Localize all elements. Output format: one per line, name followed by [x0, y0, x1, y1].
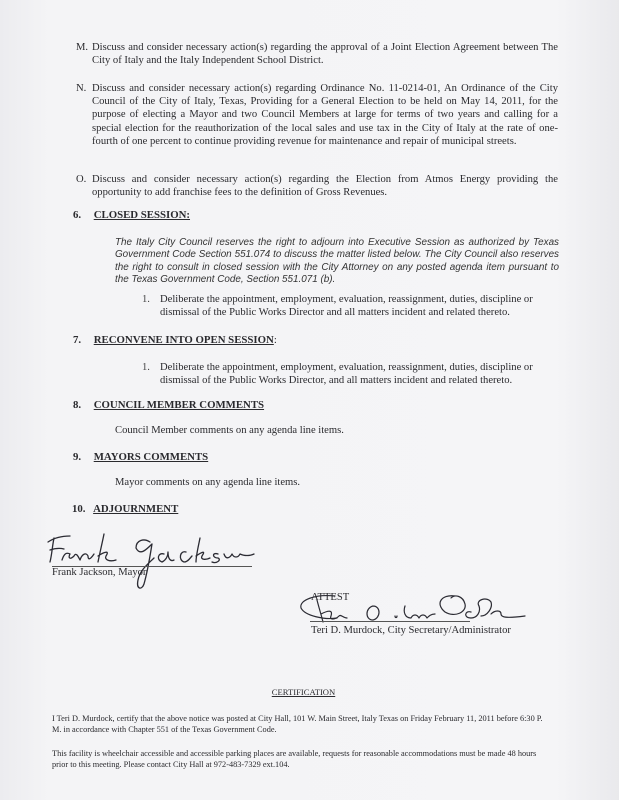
section-number: 9.	[73, 451, 82, 463]
closed-session-item	[142, 293, 562, 319]
item-text: Discuss and consider necessary action(s) regarding the Election from Atmos Energy providing the opportunity to add franchise fees to the definition of Gross Revenues.	[92, 174, 558, 199]
item-text: Deliberate the appointment, employment, evaluation, reassignment, duties, discipline or dismissal of the Public Works Director and all matters incident and related thereto.	[160, 294, 533, 319]
agenda-item-o	[68, 173, 558, 199]
section-closed-session-heading	[73, 209, 190, 221]
item-number: 1.	[142, 294, 150, 305]
accessibility-notice: This facility is wheelchair accessible and accessible parking places are available, requests for reasonable accommodations must be made 48 hours prior to this meeting. Please contact City Hall at 972-483-7329 ext.104.	[52, 749, 537, 769]
mayor-signature-scribble	[40, 530, 270, 590]
item-text: Deliberate the appointment, employment, evaluation, reassignment, duties, discipline or dismissal of the Public Works Director, and all matters incident and related thereto.	[160, 362, 533, 387]
section-title: COUNCIL MEMBER COMMENTS	[93, 399, 265, 411]
section-number: 7.	[73, 334, 82, 346]
certification-title: CERTIFICATION	[271, 687, 336, 697]
section-title: RECONVENE INTO OPEN SESSION	[93, 334, 274, 346]
section-title: ADJOURNMENT	[93, 503, 179, 515]
attest-signature-caption: Teri D. Murdock, City Secretary/Administrator	[311, 625, 511, 636]
agenda-item-n	[68, 82, 558, 148]
item-letter: N.	[76, 83, 87, 94]
section-adjournment-heading	[72, 503, 178, 515]
item-letter: M.	[76, 42, 89, 53]
mayors-comments-text: Mayor comments on any agenda line items.	[115, 477, 301, 488]
certification-statement: I Teri D. Murdock, certify that the above notice was posted at City Hall, 101 W. Main Street, Italy Texas on Friday February 11, 2011 before 6:30 P. M. in accordance with Chapter 551 of the Texas Government Code.	[52, 714, 543, 734]
section-number: 6.	[73, 209, 82, 221]
item-text: Discuss and consider necessary action(s) regarding Ordinance No. 11-0214-01, An Ordinance of the City Council of the City of Italy, Texas, Providing for a General Election to be held on May 14, 2011, for the purpose of electing a Mayor and two Council Members at large for terms of two years and calling for a special election for the reauthorization of the local sales and use tax in the City of Italy at the rate of one-fourth of one percent to continue providing revenue for maintenance and repair of municipal streets.	[92, 83, 558, 147]
section-mayors-comments-heading	[73, 451, 208, 463]
mayor-signature-caption: Frank Jackson, Mayor	[52, 567, 147, 578]
reconvene-item	[142, 361, 562, 387]
section-title: MAYORS COMMENTS	[93, 451, 209, 463]
section-title: CLOSED SESSION:	[93, 209, 191, 221]
section-number: 8.	[73, 399, 82, 411]
closed-session-note: The Italy City Council reserves the right to adjourn into Executive Session as authorized by Texas Government Code Section 551.074 to discuss the matter listed below. The City Council also reserves the right to consult in closed session with the City Attorney on any posted agenda item pursuant to the Texas Government Code, Section 551.071 (b).	[115, 237, 559, 286]
item-text: Discuss and consider necessary action(s) regarding the approval of a Joint Election Agreement between The City of Italy and the Italy Independent School District.	[92, 42, 558, 67]
agenda-item-m	[68, 41, 558, 67]
item-number: 1.	[142, 362, 150, 373]
section-reconvene-heading	[73, 334, 277, 346]
attest-signature-line	[310, 621, 470, 622]
council-comments-text: Council Member comments on any agenda line items.	[115, 425, 344, 436]
item-letter: O.	[76, 174, 87, 185]
attest-label: ATTEST	[311, 592, 350, 603]
section-number: 10.	[72, 503, 86, 515]
section-suffix: :	[273, 334, 277, 346]
section-council-comments-heading	[73, 399, 264, 411]
